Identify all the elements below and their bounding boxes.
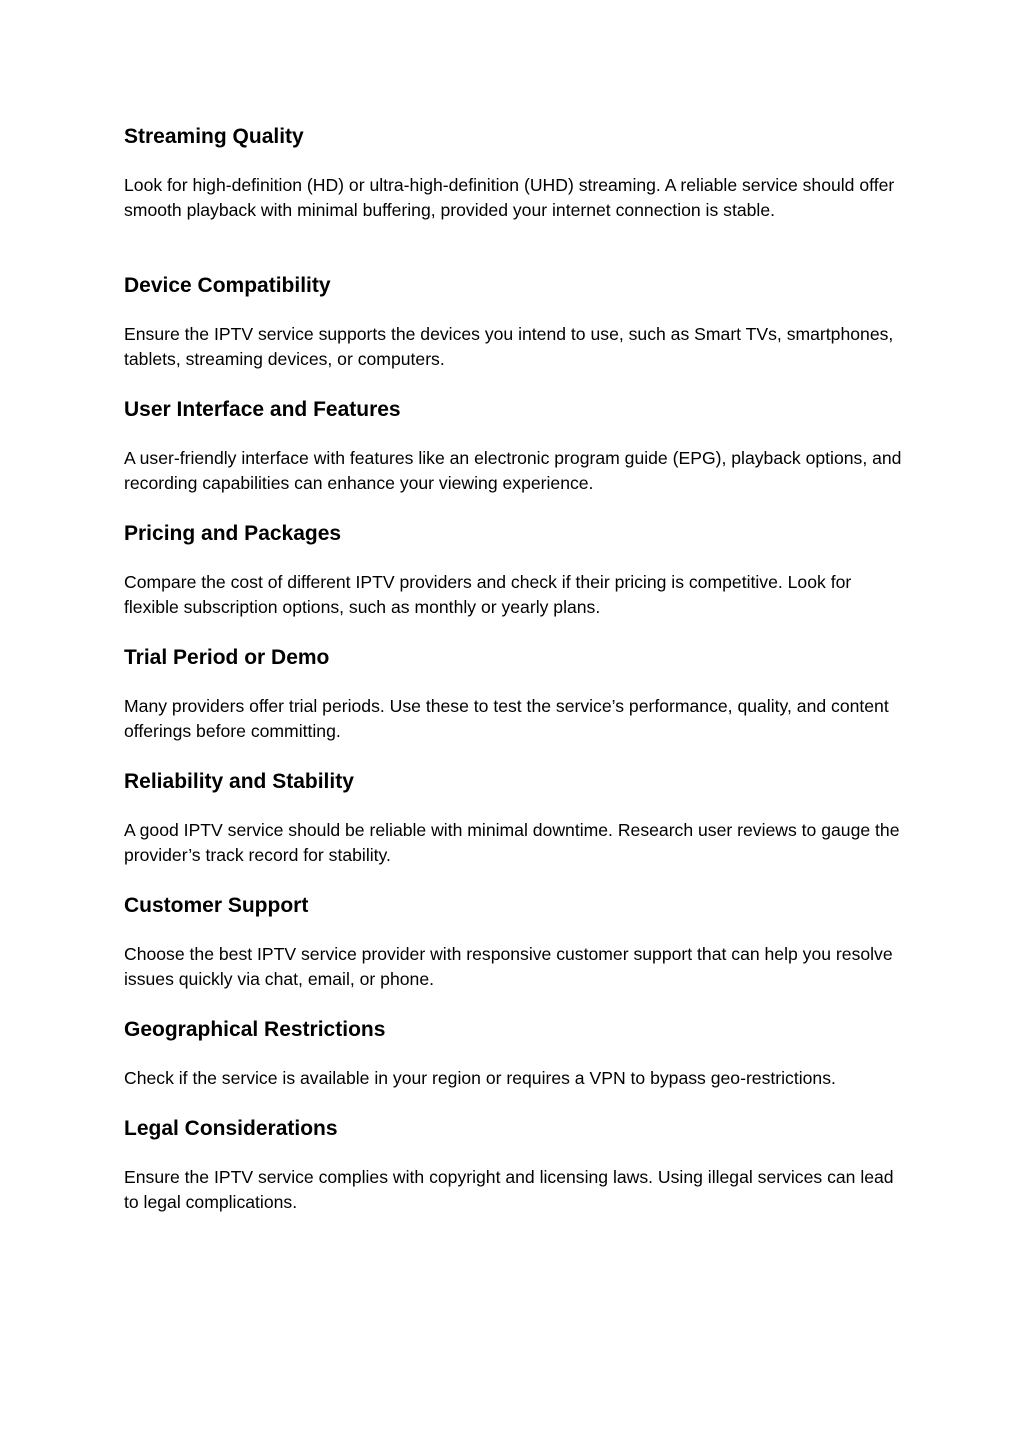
section-streaming-quality bbox=[124, 124, 904, 223]
section-trial-period-or-demo bbox=[124, 645, 904, 744]
section-body: Compare the cost of different IPTV providers and check if their pricing is competitive. Look for flexible subscription options, such as monthly or yearly plans. bbox=[124, 572, 852, 617]
section-reliability-and-stability bbox=[124, 769, 904, 868]
section-body: Ensure the IPTV service complies with copyright and licensing laws. Using illegal services can lead to legal complications. bbox=[124, 1167, 894, 1212]
section-body: Many providers offer trial periods. Use these to test the service’s performance, quality, and content offerings before committing. bbox=[124, 696, 889, 741]
section-customer-support bbox=[124, 893, 904, 992]
section-geographical-restrictions bbox=[124, 1017, 904, 1091]
section-device-compatibility bbox=[124, 273, 904, 372]
section-user-interface-and-features bbox=[124, 397, 904, 496]
section-body: Ensure the IPTV service supports the devices you intend to use, such as Smart TVs, smartphones, tablets, streaming devices, or computers. bbox=[124, 324, 894, 369]
section-heading: Trial Period or Demo bbox=[124, 646, 330, 669]
section-body: Check if the service is available in your region or requires a VPN to bypass geo-restrictions. bbox=[124, 1068, 836, 1088]
section-pricing-and-packages bbox=[124, 521, 904, 620]
section-heading: Geographical Restrictions bbox=[124, 1018, 386, 1041]
section-body: Look for high-definition (HD) or ultra-high-definition (UHD) streaming. A reliable service should offer smooth playback with minimal buffering, provided your internet connection is stable. bbox=[124, 175, 895, 220]
section-heading: Customer Support bbox=[124, 894, 309, 917]
section-body: A good IPTV service should be reliable with minimal downtime. Research user reviews to gauge the provider’s track record for stability. bbox=[124, 820, 900, 865]
section-body: Choose the best IPTV service provider with responsive customer support that can help you resolve issues quickly via chat, email, or phone. bbox=[124, 944, 893, 989]
section-heading: Device Compatibility bbox=[124, 274, 331, 297]
section-heading: Legal Considerations bbox=[124, 1117, 338, 1140]
section-heading: User Interface and Features bbox=[124, 398, 401, 421]
section-heading: Reliability and Stability bbox=[124, 770, 354, 793]
section-legal-considerations bbox=[124, 1116, 904, 1215]
section-body: A user-friendly interface with features like an electronic program guide (EPG), playback options, and recording capabilities can enhance your viewing experience. bbox=[124, 448, 902, 493]
section-heading: Streaming Quality bbox=[124, 125, 304, 148]
section-heading: Pricing and Packages bbox=[124, 522, 342, 545]
